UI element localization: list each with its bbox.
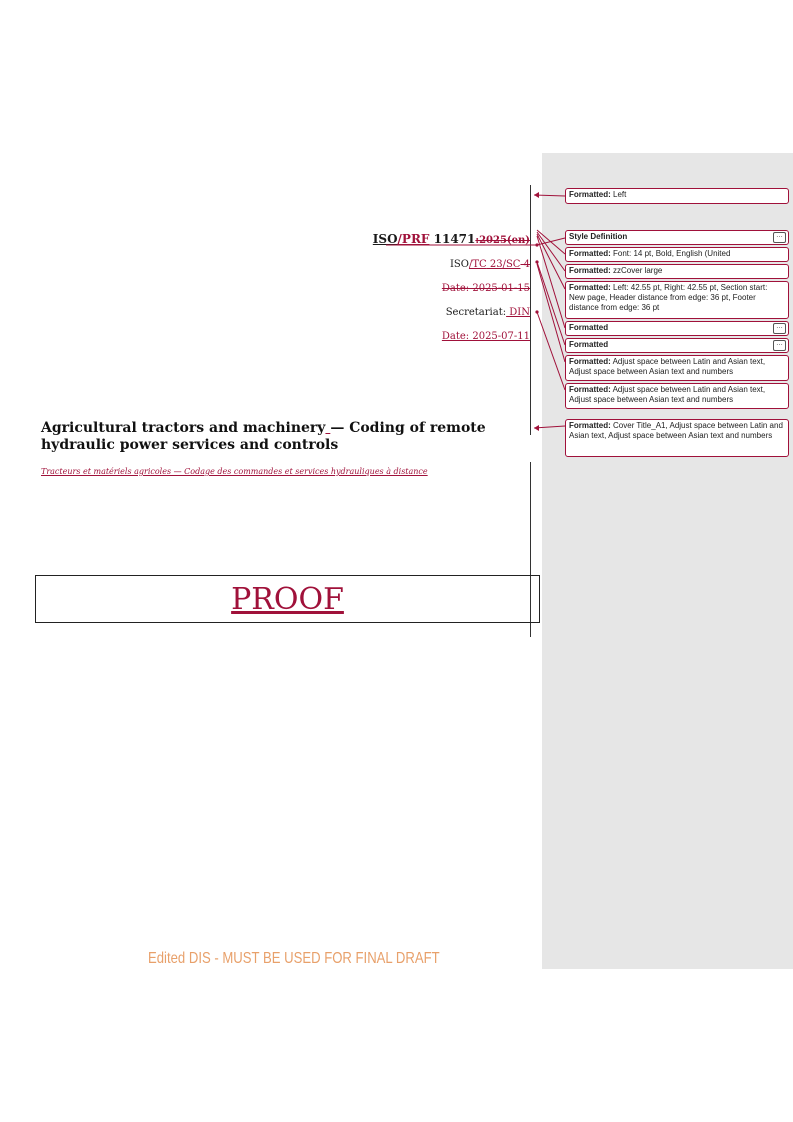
anchor-dot xyxy=(535,243,538,246)
arrow-head xyxy=(534,425,539,431)
committee-mid: 23/SC xyxy=(486,259,521,270)
committee-insertion: /TC xyxy=(468,259,487,270)
comment-text: zzCover large xyxy=(613,266,663,275)
expand-icon[interactable]: … xyxy=(773,323,786,334)
date-deleted: Date: 2025-01-15 xyxy=(441,283,530,294)
watermark-footer: Edited DIS - MUST BE USED FOR FINAL DRAFT xyxy=(148,950,440,967)
comment-text: Left xyxy=(613,190,627,199)
expand-icon[interactable]: … xyxy=(773,340,786,351)
comment-text: Left: 42.55 pt, Right: 42.55 pt, Section start: New page, Header distance from edge: 36 pt, Footer distance from edge: 36 pt xyxy=(569,283,768,312)
comment-text: Cover Title_A1, Adjust space between Latin and Asian text, Adjust space between Asian text and numbers xyxy=(569,421,783,440)
connector-line xyxy=(537,312,565,390)
proof-label: PROOF xyxy=(231,582,344,617)
comment-label: Formatted: xyxy=(569,357,611,366)
deleted-year: :2025(en) xyxy=(475,235,530,246)
comment-text: Font: 14 pt, Bold, English (United xyxy=(613,249,731,258)
comment-label: Formatted: xyxy=(569,421,611,430)
secretariat-label: Secretariat: xyxy=(445,307,507,318)
comment-label: Formatted xyxy=(569,340,609,349)
committee-tail: 4 xyxy=(520,259,530,270)
comment-text: Adjust space between Latin and Asian text, Adjust space between Asian text and numbers xyxy=(569,357,766,376)
comment-label: Formatted: xyxy=(569,283,611,292)
comment-label: Formatted: xyxy=(569,385,611,394)
date-inserted: Date: 2025-07-11 xyxy=(441,331,530,342)
connector-line xyxy=(537,262,565,345)
title-part2: — Coding of remote hydraulic power services and controls xyxy=(41,420,486,453)
comment-label: Formatted: xyxy=(569,266,611,275)
iso-prefix: ISO xyxy=(372,232,398,246)
arrow-head xyxy=(534,192,539,198)
expand-icon[interactable]: … xyxy=(773,232,786,243)
anchor-dot xyxy=(535,310,538,313)
anchor-dot xyxy=(535,260,538,263)
prf-insertion: /PRF xyxy=(397,232,430,246)
committee-prefix: ISO xyxy=(449,259,469,270)
comment-label: Formatted xyxy=(569,323,609,332)
comment-label: Formatted: xyxy=(569,249,611,258)
standard-number: 11471 xyxy=(433,232,476,246)
french-title: Tracteurs et matériels agricoles — Codage des commandes et services hydrauliques à distance xyxy=(41,467,428,476)
secretariat-value: DIN xyxy=(506,307,530,318)
comment-label: Formatted: xyxy=(569,190,611,199)
comment-text: Adjust space between Latin and Asian text, Adjust space between Asian text and numbers xyxy=(569,385,766,404)
title-part1: Agricultural tractors and machinery xyxy=(41,420,326,436)
comment-label: Style Definition xyxy=(569,232,628,241)
